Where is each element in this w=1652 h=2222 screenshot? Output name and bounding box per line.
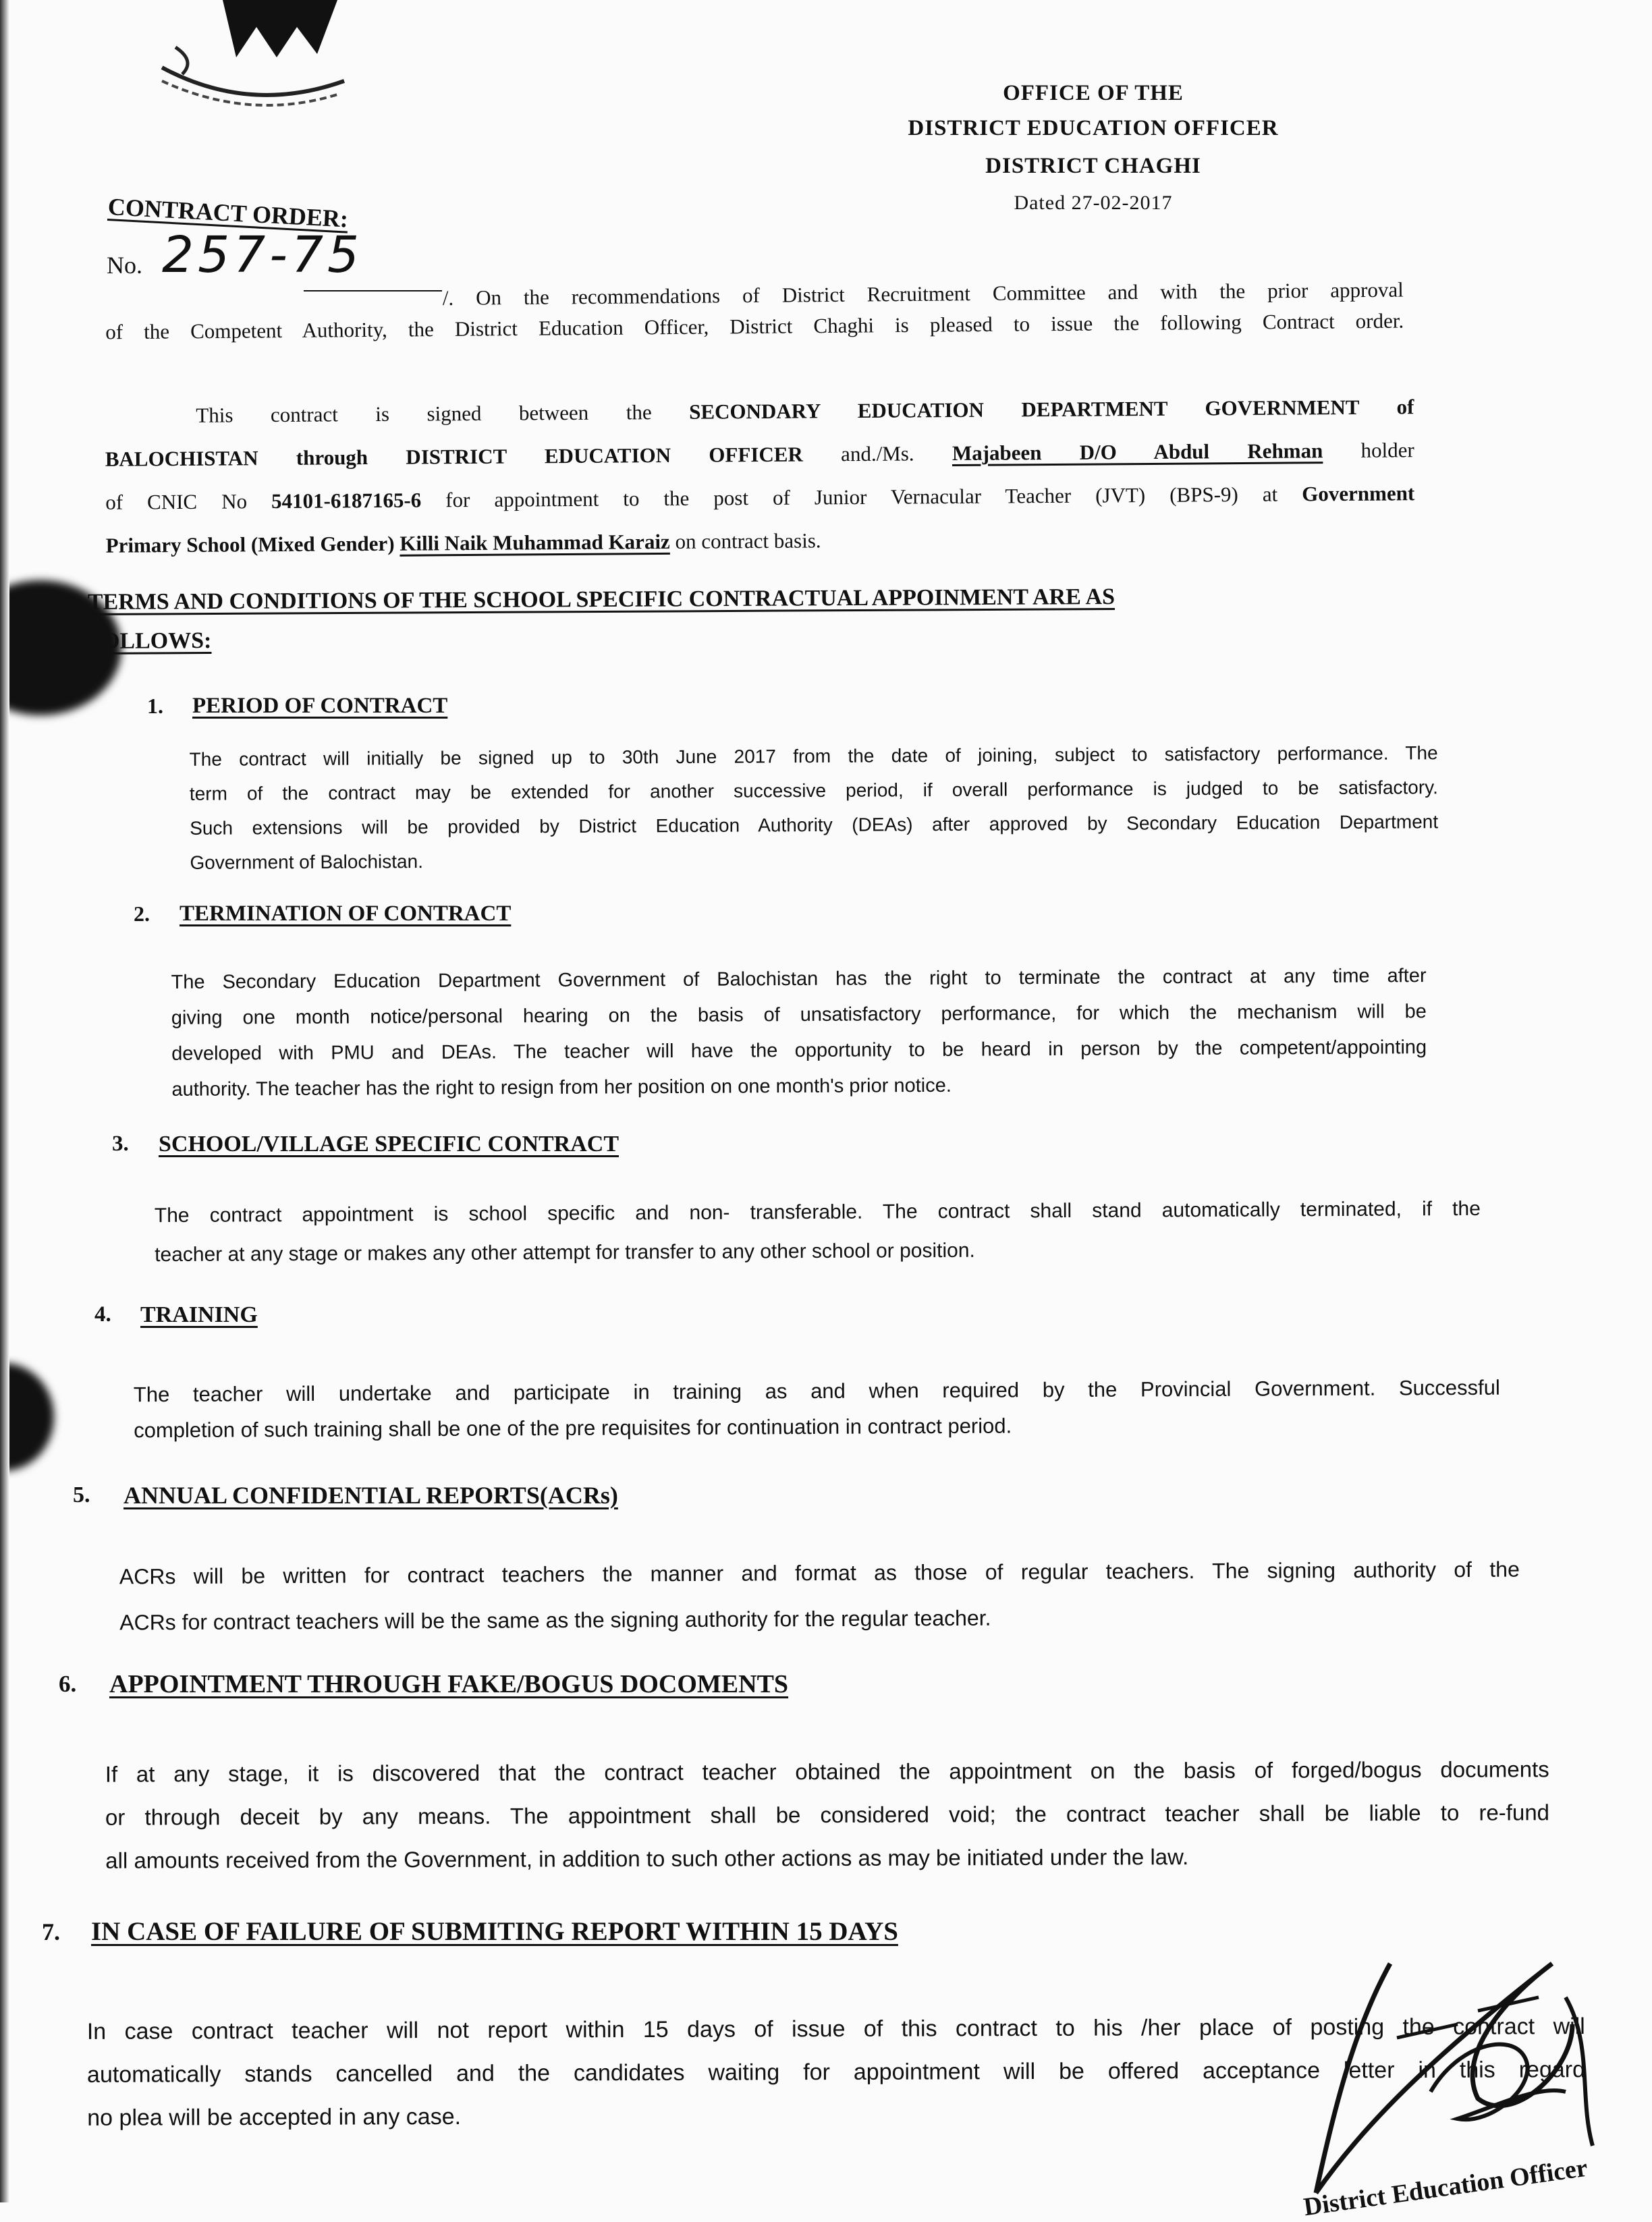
body-line: ACRs will be written for contract teachers the manner and format as those of regular teachers. The signing authority of the [119, 1557, 1520, 1589]
text: BALOCHISTAN through DISTRICT EDUCATION OFFICER [105, 442, 803, 471]
section-2-body [171, 958, 1427, 1108]
contract-order-title: CONTRACT ORDER: [107, 193, 349, 233]
body-line: term of the contract may be extended for another successive period, if overall performance is judged to be satisfactory. [189, 777, 1438, 804]
section-5-number: 5. [73, 1482, 90, 1507]
body-line: If at any stage, it is discovered that the contract teacher obtained the appointment on the basis of forged/bogus documents [105, 1756, 1549, 1787]
section-1-body [189, 735, 1438, 880]
body-line: no plea will be accepted in any case. [87, 2103, 462, 2131]
cnic-number: 54101-6187165-6 [271, 488, 422, 513]
body-line: teacher at any stage or makes any other attempt for transfer to any other school or position. [155, 1239, 975, 1267]
body-line: ACRs for contract teachers will be the same as the signing authority for the regular teacher. [119, 1605, 991, 1635]
section-1-number: 1. [147, 694, 163, 718]
section-6-number: 6. [59, 1671, 77, 1697]
text: holder [1360, 438, 1414, 462]
section-6-title: APPOINTMENT THROUGH FAKE/BOGUS DOCOMENTS [109, 1670, 789, 1698]
teacher-name: Majabeen D/O Abdul Rehman [952, 439, 1323, 466]
text: of CNIC No [105, 489, 248, 514]
body-line: The Secondary Education Department Government of Balochistan has the right to terminate the contract at any time after [171, 965, 1427, 993]
body-line: automatically stands cancelled and the candidates waiting for appointment will be offered acceptance letter in this regard [86, 2057, 1586, 2088]
order-number-label: No. [107, 252, 142, 279]
office-line-3: DISTRICT CHAGHI [985, 154, 1201, 178]
text: SECONDARY EDUCATION DEPARTMENT GOVERNMENT of [689, 395, 1414, 424]
text: Government [1302, 481, 1415, 506]
section-3-title: SCHOOL/VILLAGE SPECIFIC CONTRACT [159, 1132, 620, 1157]
body-line: Such extensions will be provided by District Education Authority (DEAs) after approved by Secondary Education Department [190, 811, 1439, 839]
text: This contract is signed between the [196, 400, 652, 427]
body-line: The teacher will undertake and participate in training as and when required by the Provincial Government. Successful [133, 1375, 1500, 1407]
section-4-title: TRAINING [140, 1302, 258, 1327]
section-2-title: TERMINATION OF CONTRACT [180, 901, 512, 926]
school-name: Killi Naik Muhammad Karaiz [400, 529, 670, 555]
section-7-title: IN CASE OF FAILURE OF SUBMITING REPORT WITHIN 15 DAYS [91, 1917, 898, 1946]
body-line: The contract will initially be signed up to 30th June 2017 from the date of joining, subject to satisfactory performance. The [189, 742, 1438, 770]
section-5-title: ANNUAL CONFIDENTIAL REPORTS(ACRs) [123, 1482, 618, 1509]
body-line: The contract appointment is school specific and non- transferable. The contract shall stand automatically terminated, if the [154, 1197, 1481, 1227]
section-3-body [155, 1190, 1481, 1275]
dated: Dated 27-02-2017 [1014, 192, 1173, 214]
body-line: or through deceit by any means. The appointment shall be considered void; the contract teacher shall be liable to re-fund [105, 1800, 1550, 1830]
section-4-number: 4. [94, 1302, 111, 1327]
section-6-body [105, 1748, 1550, 1882]
terms-heading [88, 578, 1116, 661]
stamp-text: District Education Officer [1302, 2153, 1590, 2222]
body-line: developed with PMU and DEAs. The teacher will have the opportunity to be heard in person by the competent/appointing [171, 1036, 1427, 1065]
section-2-number: 2. [134, 901, 150, 926]
body-line: all amounts received from the Government, in addition to such other actions as may be initiated under the law. [105, 1844, 1189, 1873]
intro-line: of the Competent Authority, the District Education Officer, District Chaghi is pleased to issue the following Contract order. [105, 308, 1404, 344]
section-4-body [134, 1370, 1501, 1449]
order-intro [105, 278, 1404, 345]
intro-line: /. On the recommendations of District Recruitment Committee and with the prior approval [442, 277, 1404, 310]
section-5-body [119, 1547, 1520, 1646]
page-edge [0, 0, 9, 2202]
terms-heading-line: TERMS AND CONDITIONS OF THE SCHOOL SPECIFIC CONTRACTUAL APPOINMENT ARE AS [87, 584, 1116, 615]
text: for appointment to the post of Junior Vernacular Teacher (JVT) (BPS-9) at [445, 482, 1278, 512]
body-line: authority. The teacher has the right to resign from her position on one month's prior notice. [171, 1074, 952, 1101]
section-7-number: 7. [42, 1918, 60, 1945]
text: on contract basis. [675, 528, 821, 553]
contract-paragraph [105, 385, 1415, 567]
section-1-title: PERIOD OF CONTRACT [192, 694, 448, 718]
government-logo [135, 0, 364, 121]
text: Primary School (Mixed Gender) [105, 531, 395, 557]
office-line-2: DISTRICT EDUCATION OFFICER [908, 116, 1279, 140]
terms-heading-line: FOLLOWS: [88, 628, 212, 654]
body-line: completion of such training shall be one of the pre requisites for continuation in contract period. [134, 1414, 1012, 1443]
text: and./Ms. [840, 441, 914, 466]
order-number: 257-75 [162, 226, 364, 284]
body-line: Government of Balochistan. [190, 851, 424, 873]
body-line: giving one month notice/personal hearing on the basis of unsatisfactory performance, for which the mechanism will be [171, 1001, 1427, 1029]
section-3-number: 3. [112, 1132, 129, 1156]
signature [1255, 1923, 1652, 2202]
office-line-1: OFFICE OF THE [1003, 81, 1184, 105]
body-line: In case contract teacher will not report within 15 days of issue of this contract to his /her place of posting the contract will [86, 2013, 1585, 2045]
